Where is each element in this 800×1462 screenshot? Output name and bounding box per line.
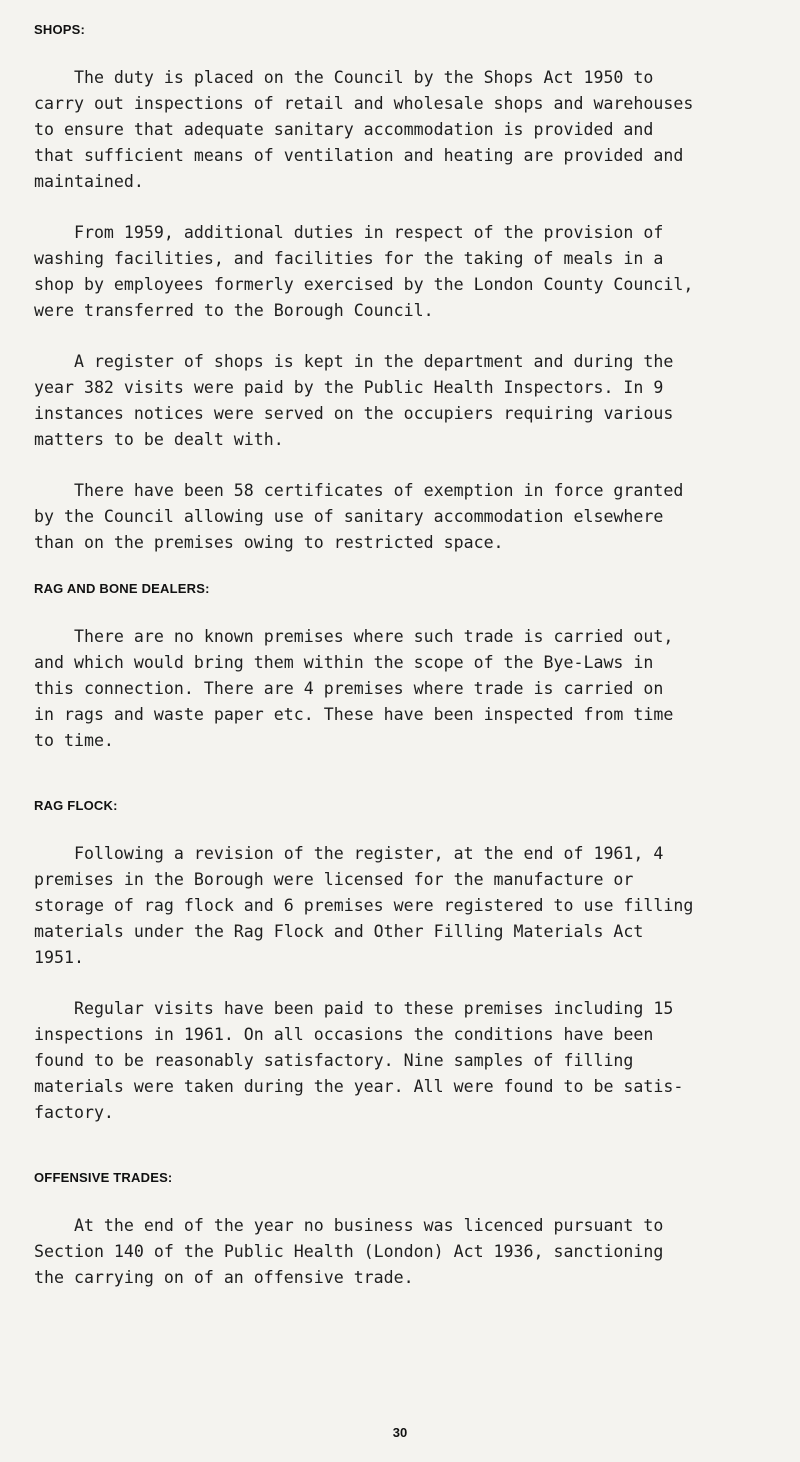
paragraph: [34, 996, 774, 1126]
text-line: to time.: [34, 731, 114, 750]
text-line: 1951.: [34, 948, 84, 967]
text-line: were transferred to the Borough Council.: [34, 301, 434, 320]
paragraph: [34, 349, 774, 453]
text-line: found to be reasonably satisfactory. Nine samples of filling: [34, 1051, 634, 1070]
text-line: premises in the Borough were licensed for the manufacture or: [34, 870, 634, 889]
section-heading: RAG FLOCK:: [34, 798, 118, 813]
text-line: to ensure that adequate sanitary accommodation is provided and: [34, 120, 654, 139]
text-line: materials under the Rag Flock and Other Filling Materials Act: [34, 922, 644, 941]
text-line: materials were taken during the year. All were found to be satis-: [34, 1077, 684, 1096]
text-line: that sufficient means of ventilation and heating are provided and: [34, 146, 684, 165]
text-line: factory.: [34, 1103, 114, 1122]
text-line: in rags and waste paper etc. These have been inspected from time: [34, 705, 674, 724]
paragraph: [34, 624, 774, 754]
text-line: storage of rag flock and 6 premises were registered to use filling: [34, 896, 694, 915]
text-line: At the end of the year no business was licenced pursuant to: [34, 1216, 664, 1235]
section-shops: [34, 22, 774, 556]
text-line: than on the premises owing to restricted space.: [34, 533, 504, 552]
text-line: instances notices were served on the occupiers requiring various: [34, 404, 674, 423]
section-offensive-trades: [34, 1170, 774, 1291]
text-line: by the Council allowing use of sanitary accommodation elsewhere: [34, 507, 664, 526]
text-line: washing facilities, and facilities for the taking of meals in a: [34, 249, 664, 268]
text-line: The duty is placed on the Council by the Shops Act 1950 to: [34, 68, 654, 87]
text-line: and which would bring them within the scope of the Bye-Laws in: [34, 653, 654, 672]
text-line: this connection. There are 4 premises where trade is carried on: [34, 679, 664, 698]
section-heading: RAG AND BONE DEALERS:: [34, 581, 210, 596]
paragraph: [34, 478, 774, 556]
section-heading: SHOPS:: [34, 22, 86, 37]
text-line: There are no known premises where such trade is carried out,: [34, 627, 674, 646]
section-rag-flock: [34, 798, 774, 1126]
paragraph: [34, 220, 774, 324]
text-line: Section 140 of the Public Health (London) Act 1936, sanctioning: [34, 1242, 664, 1261]
paragraph: [34, 65, 774, 195]
text-line: There have been 58 certificates of exemption in force granted: [34, 481, 684, 500]
section-rag-and-bone-dealers: [34, 581, 774, 754]
text-line: matters to be dealt with.: [34, 430, 284, 449]
text-line: carry out inspections of retail and wholesale shops and warehouses: [34, 94, 694, 113]
section-heading: OFFENSIVE TRADES:: [34, 1170, 173, 1185]
text-line: year 382 visits were paid by the Public Health Inspectors. In 9: [34, 378, 664, 397]
text-line: From 1959, additional duties in respect of the provision of: [34, 223, 664, 242]
text-line: Regular visits have been paid to these premises including 15: [34, 999, 674, 1018]
document-page: [34, 22, 774, 1291]
text-line: A register of shops is kept in the department and during the: [34, 352, 674, 371]
text-line: Following a revision of the register, at the end of 1961, 4: [34, 844, 664, 863]
text-line: shop by employees formerly exercised by the London County Council,: [34, 275, 694, 294]
paragraph: [34, 841, 774, 971]
page-number: 30: [392, 1425, 408, 1440]
text-line: maintained.: [34, 172, 144, 191]
text-line: the carrying on of an offensive trade.: [34, 1268, 414, 1287]
text-line: inspections in 1961. On all occasions the conditions have been: [34, 1025, 654, 1044]
paragraph: [34, 1213, 774, 1291]
